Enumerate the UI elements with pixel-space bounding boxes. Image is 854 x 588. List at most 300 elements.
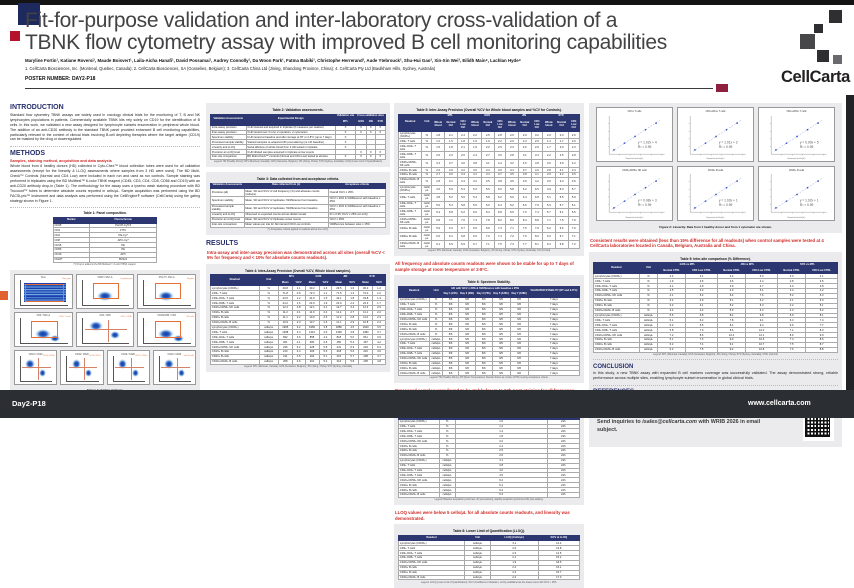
table-cell: 6.3: [746, 303, 778, 308]
table-cell: X: [336, 130, 356, 135]
table-cell: cells/µL: [439, 458, 455, 463]
x-axis-label: Expected (cells/µL): [625, 216, 644, 219]
table-cell: CD3+CD8+ T cells: [211, 301, 260, 306]
footer-poster-id: Day2-P18: [12, 399, 46, 408]
table-cell: 15.2: [538, 555, 580, 560]
table-cell: cells/µL: [423, 194, 430, 201]
column-header: GOS: [356, 120, 367, 126]
table-cell: 2.0: [432, 152, 445, 160]
table-cell: 9.8: [746, 313, 778, 318]
cellcarta-logo-icon: [833, 55, 842, 64]
table-cell: 6/6: [510, 332, 528, 337]
table-cell: cells/µL: [259, 350, 278, 355]
table-cell: 7.5: [777, 342, 805, 347]
table-legend: Legend: HD (Healthy Donor); MTL (Montreal, Canada); GOS (Gosselies, Belgium); JIN (Jining, China); SYD (Sydney, Australia); LLOQ (Lower Limit of Quantification): [214, 161, 382, 164]
cellcarta-logo-icon: [814, 24, 823, 33]
table-cell: 5.2: [319, 359, 332, 364]
table-cell: 2.1: [292, 310, 305, 315]
table-cell: cells/µL: [639, 323, 657, 328]
x-axis-label: Expected (cells/µL): [787, 157, 806, 160]
table-cell: 6/6: [510, 302, 528, 307]
svg-text:y = 1.01x + 2: y = 1.01x + 2: [718, 140, 738, 145]
table-cell: 11.0: [305, 310, 319, 315]
table-cell: 7.4: [777, 337, 805, 342]
table-cell: %: [439, 419, 455, 424]
table-cell: 6.1: [657, 337, 685, 342]
table-cell: CD3+CD4+ T cells: [399, 468, 440, 473]
table-cell: 3.4: [777, 289, 805, 294]
table-row: [53, 257, 157, 262]
table-cell: 11.1: [332, 320, 346, 325]
gate-region: [25, 284, 64, 302]
table-cell: CD16+CD56+ NK cells: [399, 217, 422, 225]
table-cell: CD19+ B cells: [399, 444, 440, 449]
table-cell: CD3+ T cells: [399, 193, 422, 201]
table5-card: [394, 103, 584, 256]
svg-text:y = 1.03x + 1: y = 1.03x + 1: [718, 198, 738, 203]
table-legend: Legend: MTL (Montreal, Canada); GOS (Gosselies, Belgium); JIN (Jining, China); SYD (Sydney, Australia); Ctrl (Control): [427, 250, 551, 253]
table-cell: CD56: [53, 247, 89, 252]
table-cell: 6/6: [492, 342, 510, 347]
column-header: CD4 Low Ctrl: [494, 120, 505, 132]
table-cell: 24h: [547, 488, 579, 493]
table-cell: 24.6: [305, 301, 319, 306]
table-cell: 6/6: [459, 371, 476, 376]
table-cell: 2.0: [543, 131, 556, 139]
gate-region: [93, 283, 119, 300]
table-cell: 6.0: [494, 185, 505, 193]
column-header: %CV: [319, 280, 332, 286]
table-cell: %: [422, 168, 432, 173]
table-cell: 6.9: [457, 241, 468, 249]
table-cell: cells/µL: [465, 551, 491, 556]
table-cell: 9.0: [717, 337, 745, 342]
table-cell: 6.4: [444, 233, 457, 241]
table-cell: 5.1: [543, 193, 556, 201]
table-cell: 7 days: [528, 312, 579, 317]
table-cell: 4.7: [746, 284, 778, 289]
table-cell: 3.5: [806, 279, 838, 284]
table-cell: X: [336, 145, 356, 150]
table-cell: 6/6: [475, 342, 492, 347]
column-header: Mean: [359, 280, 373, 286]
table-cell: 4.2: [568, 160, 579, 168]
table-cell: 4.5: [455, 473, 547, 478]
cellcarta-logo-icon: [800, 34, 815, 49]
table-cell: CD3+CD8+ T cells: [399, 209, 422, 217]
table-cell: 43.1: [332, 296, 346, 301]
svg-text:y = 0.98x + 3: y = 0.98x + 3: [637, 198, 657, 203]
column-header: Day 2 (48h): [459, 292, 476, 298]
table-cell: CD19+ B cells: [594, 298, 640, 303]
table-cell: 5.2: [455, 488, 547, 493]
table-cell: CD16+CD56+ NK cells: [399, 356, 430, 361]
results-highlight-precision: Intra-assay and inter-assay precision was demonstrated across all sites (overall %CV < 5% for frequency and < 10% for absolute counts readouts).: [207, 249, 385, 261]
table-cell: 208: [359, 354, 373, 359]
table-cell: 818: [332, 335, 346, 340]
table-cell: 6/6: [442, 297, 459, 302]
table-cell: 2.6: [457, 152, 468, 160]
table-cell: %: [639, 298, 657, 303]
table-cell: 6/6: [442, 361, 459, 366]
table-cell: 4.2: [373, 340, 386, 345]
column-header: GOS: [305, 275, 332, 281]
data-table: [210, 274, 386, 364]
table-cell: 29.8: [278, 286, 292, 291]
table-cell: 6/6: [492, 312, 510, 317]
table-cell: 4.6: [432, 185, 445, 193]
table-cell: 6.8: [494, 209, 505, 217]
column-header: Normal Ctrl: [481, 120, 494, 132]
table-cell: 24h: [547, 483, 579, 488]
table-cell: 3.4: [531, 152, 542, 160]
table-cell: 2.2: [346, 301, 359, 306]
table-cell: CD3+ T cells: [399, 302, 430, 307]
table-cell: 5.7: [543, 209, 556, 217]
table-cell: CD19+CD20+ B cells: [399, 453, 440, 458]
table-cell: CD20+ B cells: [211, 354, 260, 359]
column-header: CD4 Low CTRL: [806, 268, 838, 274]
table-cell: 213: [332, 359, 346, 364]
gate-region: [155, 321, 181, 338]
column-header: JIN: [506, 114, 543, 120]
table-cell: 3.0: [494, 152, 505, 160]
flow-plot: [107, 350, 150, 385]
table-cell: 6/6: [475, 332, 492, 337]
table-cell: %: [259, 286, 278, 291]
table-cell: 6/6: [475, 351, 492, 356]
section-divider: [10, 207, 200, 208]
table-cell: 205: [359, 359, 373, 364]
table3-card: [206, 172, 390, 235]
cell-population-blob: [89, 321, 103, 331]
table-cell: CD3+CD4+ T cells: [594, 323, 640, 328]
table-cell: 7.0: [481, 233, 494, 241]
linearity-plot-title: CD3+CD8+ T cells: [786, 110, 807, 113]
table-cell: 3.9: [373, 335, 386, 340]
table-row: [399, 493, 580, 498]
table-cell: 1.2: [455, 424, 547, 429]
table-cell: 5.6: [469, 201, 482, 209]
inquiries-text-before: Send inquiries to: [597, 418, 643, 425]
table-cell: 16.1: [538, 565, 580, 570]
table-cell: CD3+CD4+ T cells: [399, 144, 422, 152]
table-cell: 1.1: [319, 291, 332, 296]
table-cell: 4.4: [746, 279, 778, 284]
table-cell: CD20+ B cells: [399, 488, 440, 493]
table-cell: 4.2: [806, 289, 838, 294]
table-cell: Serial dilutions of whole blood from 3 HD tested in triplicate: [246, 145, 336, 150]
table-cell: 5.1: [657, 318, 685, 323]
table-cell: 6/6: [475, 327, 492, 332]
table-cell: 5.6: [657, 313, 685, 318]
table-cell: Lymphocytes (CD45+): [399, 337, 430, 342]
table-cell: X: [367, 150, 376, 155]
column-header: GOS vs MTL: [657, 263, 717, 269]
table-cell: 7 days: [528, 337, 579, 342]
table-cell: X: [367, 154, 376, 159]
table-cell: CD19+CD20+ B cells: [594, 308, 640, 313]
table-cell: 10.2: [746, 328, 778, 333]
table-cell: 5.6: [346, 350, 359, 355]
table-cell: 1.1: [292, 286, 305, 291]
table-cell: %: [439, 444, 455, 449]
table-cell: 6/6: [475, 371, 492, 376]
table-cell: 3 HD diluted samples acquired in triplicate at low counts: [246, 150, 336, 155]
table-cell: %: [430, 297, 442, 302]
column-header: Validation Assessments: [211, 183, 245, 189]
table-cell: 4.7: [373, 354, 386, 359]
table-cell: 6/6: [442, 307, 459, 312]
table-cell: %: [430, 302, 442, 307]
table-cell: 10.8: [359, 320, 373, 325]
table-cell: 832: [278, 335, 292, 340]
table-cell: APC: [90, 252, 157, 257]
cell-population-blob: [164, 359, 173, 369]
table-cell: 3.8: [319, 325, 332, 330]
table-cell: 3.5: [481, 177, 494, 185]
table-cell: 5.3: [555, 185, 568, 193]
column-header: Whole blood: [506, 120, 519, 132]
table-cell: %Difference between sites ≤ 15%: [328, 222, 385, 227]
table-cell: 1.4: [346, 291, 359, 296]
table-cell: 4.6: [319, 340, 332, 345]
table-cell: 210: [359, 350, 373, 355]
gate-label: Lymphocytes: [120, 278, 133, 281]
gate-label: Singlets: [186, 278, 195, 281]
table-cell: 2.4: [455, 444, 547, 449]
table-cell: %: [422, 131, 432, 139]
table-cell: 6/6: [510, 317, 528, 322]
table-cell: 6.5: [469, 225, 482, 233]
table-cell: CD3+CD8+ T cells: [399, 152, 422, 160]
table-cell: 7.0: [686, 328, 718, 333]
table-cell: Lymphocytes (CD45+): [211, 325, 260, 330]
table-cell: 2.5: [481, 131, 494, 139]
table-cell: 3.1: [444, 177, 457, 185]
table-cell: 7.3: [506, 241, 519, 249]
table-cell: 6.7: [469, 241, 482, 249]
table-cell: CD3+CD4+ T cells: [399, 201, 422, 209]
column-header: %CV: [346, 280, 359, 286]
table-cell: 1.2: [373, 286, 386, 291]
table-cell: CD3+CD4+ T cells: [399, 429, 440, 434]
table-row: [399, 177, 580, 185]
column-header: LLOQ (Cells/µL): [490, 535, 538, 541]
table-wrap: [398, 280, 580, 379]
table-cell: 3.7: [518, 168, 531, 173]
table-cell: 7.2: [657, 333, 685, 338]
table-cell: 6.6: [469, 233, 482, 241]
svg-text:R² = 0.99: R² = 0.99: [718, 144, 732, 149]
table-cell: Processed sample stability: [211, 140, 247, 145]
table-cell: 3.2: [469, 177, 482, 185]
results-highlight-specimen-stability: All frequency and absolute counts readouts were shown to be stable for up to 7 days of sample storage at room temperature or 2-8°C.: [395, 261, 574, 272]
table-cell: 5.2: [444, 193, 457, 201]
table-cell: CD16+CD56+ NK cells: [211, 345, 260, 350]
table-cell: 7.6: [777, 347, 805, 352]
svg-text:y = 1.02x + 4: y = 1.02x + 4: [637, 140, 657, 145]
table-cell: 3.7: [444, 160, 457, 168]
decorative-red-square: [10, 31, 20, 41]
table-cell: 5.2: [806, 308, 838, 313]
table-cell: 9.2: [717, 347, 745, 352]
table-cell: 4.1: [806, 274, 838, 279]
table-cell: 841: [359, 335, 373, 340]
flow-plot-axes: [113, 356, 145, 382]
table-cell: CD45: [53, 223, 89, 228]
table-cell: %: [430, 332, 442, 337]
table-cell: 6.4: [717, 293, 745, 298]
results-heading: RESULTS: [206, 239, 239, 247]
table-cell: 10.9: [305, 315, 319, 320]
table-cell: 5.8: [444, 209, 457, 217]
table-cell: 5.3: [657, 323, 685, 328]
table-cell: 3.4: [481, 172, 494, 177]
table-cell: Lymphocytes (CD45+): [594, 274, 640, 279]
table-cell: CD19+ B cells: [399, 483, 440, 488]
table-cell: X: [356, 154, 367, 159]
table-cell: 1.9: [490, 560, 538, 565]
table-cell: CD19+CD20+ B cells: [594, 347, 640, 352]
table-cell: CD20+ B cells: [399, 448, 440, 453]
table-cell: 5.1: [717, 298, 745, 303]
table-cell: 3.8: [518, 172, 531, 177]
linearity-plot-canvas: [764, 114, 830, 158]
table-cell: %: [430, 307, 442, 312]
table-cell: 6.5: [686, 323, 718, 328]
table-cell: 6/6: [492, 302, 510, 307]
table-cell: 23.9: [332, 301, 346, 306]
table-cell: cells/µL: [639, 333, 657, 338]
column-header: SYD: [543, 114, 580, 120]
table-cell: 6/6: [459, 317, 476, 322]
table-row: [399, 185, 580, 193]
linearity-plot-title: CD3+ T cells: [627, 110, 642, 113]
table-cell: 12.3: [359, 306, 373, 311]
table4-card: [206, 264, 390, 372]
table-cell: X: [375, 150, 385, 155]
table-cell: 8.6: [777, 333, 805, 338]
table-cell: 7.5: [555, 217, 568, 225]
table8-card: [394, 524, 584, 587]
column-header: JIN: [367, 120, 376, 126]
footer-website-link[interactable]: www.cellcarta.com: [748, 400, 811, 407]
table-cell: Specimen stability: [211, 197, 245, 205]
table-cell: Linearity and LLOQ: [211, 212, 245, 217]
table-cell: 7.6: [518, 233, 531, 241]
table-cell: 1.6: [455, 419, 547, 424]
table-cell: 5.2: [686, 293, 718, 298]
table-cell: 8.8: [806, 347, 838, 352]
table-cell: CD16+CD56+ NK cells: [399, 160, 422, 168]
x-axis-label: Expected (cells/µL): [625, 157, 644, 160]
table-cell: 24h: [547, 453, 579, 458]
table-cell: CD19+ B cells: [399, 361, 430, 366]
table-cell: CD3+ T cells: [399, 546, 465, 551]
table-cell: 6.9: [777, 313, 805, 318]
table-cell: 1880: [332, 325, 346, 330]
table-cell: %: [430, 312, 442, 317]
table-cell: 1.5: [432, 144, 445, 152]
table-cell: 24h: [547, 458, 579, 463]
table-cell: 4.8: [346, 330, 359, 335]
linearity-plot-title: CD3+CD4+ T cells: [705, 110, 726, 113]
table-cell: cells/µL: [431, 371, 441, 375]
inquiries-email-link[interactable]: isales@cellcarta.com: [642, 418, 697, 425]
table-cell: 2.3: [292, 320, 305, 325]
table-cell: %: [639, 274, 657, 279]
table1-container: [53, 211, 158, 265]
table-cell: 2.2: [469, 131, 482, 139]
data-table: [593, 262, 838, 352]
table-cell: 43.6: [278, 296, 292, 301]
table-cell: 6/6: [492, 366, 510, 371]
table-cell: CD3+ T cells: [211, 330, 260, 335]
table-cell: R² ≥ 0.95; %CV ≤ 25% at LLOQ: [328, 212, 385, 217]
table-cell: 72.3: [305, 291, 319, 296]
table-cell: 7 days: [528, 371, 579, 376]
table-cell: CD3+ T cells: [399, 463, 440, 468]
table-row: [211, 222, 386, 227]
column-header: %CV at LLOQ: [538, 535, 580, 541]
table-cell: X: [367, 125, 376, 130]
table-cell: 7 days: [528, 361, 579, 366]
table-cell: X: [336, 140, 356, 145]
table-cell: 8.2: [494, 217, 505, 225]
table-cell: cells/µL: [465, 565, 491, 570]
table-cell: 14.5: [538, 551, 580, 556]
table-cell: 5.7: [555, 201, 568, 209]
table-caption: Table 8: Lower Limit of Quantification (LLOQ).: [453, 529, 525, 534]
table-cell: BV421: [90, 257, 157, 262]
column-header: SYD vs MTL: [777, 263, 837, 269]
table-cell: cells/µL: [431, 352, 441, 356]
table-cell: 16.7: [538, 570, 580, 575]
table-row: [399, 225, 580, 233]
table-cell: Intra-assay precision: [211, 125, 247, 130]
table-cell: 2.3: [568, 144, 579, 152]
table-cell: 6.4: [543, 241, 556, 249]
table-cell: Inter-site comparison: [211, 154, 247, 159]
table-cell: 4.5: [346, 325, 359, 330]
table-cell: CD3+CD8+ T cells: [399, 312, 430, 317]
table-cell: 2.9: [346, 320, 359, 325]
table-cell: 6.8: [686, 313, 718, 318]
figure2-plots: [593, 107, 838, 221]
table-cell: 6/6: [475, 322, 492, 327]
table-cell: 5.0: [432, 201, 445, 209]
table-cell: 6/6: [510, 322, 528, 327]
cell-population-blob: [110, 331, 120, 339]
table-cell: 6.3: [444, 225, 457, 233]
table-row: [399, 193, 580, 201]
table-cell: 6.7: [457, 225, 468, 233]
flow-plot-axes: [20, 356, 52, 382]
table-cell: 8.7: [806, 342, 838, 347]
table-cell: 8.1: [531, 241, 542, 249]
table-cell: 72.0: [359, 291, 373, 296]
table-cell: 12.1: [305, 306, 319, 311]
table-legend: Legend: MTL (Montreal, Canada); GOS (Gosselies, Belgium); JIN (Jining, China); SYD (Sydney, Australia); CTRL (Control): [653, 353, 778, 356]
table-cell: X: [375, 125, 385, 130]
table-cell: 2.9: [531, 144, 542, 152]
table-cell: 7 days: [528, 307, 579, 312]
table-cell: 5.3: [455, 493, 547, 498]
x-axis-label: Expected (cells/µL): [706, 157, 725, 160]
table-cell: CD20+ B cells: [594, 303, 640, 308]
table-wrap: [398, 529, 580, 583]
